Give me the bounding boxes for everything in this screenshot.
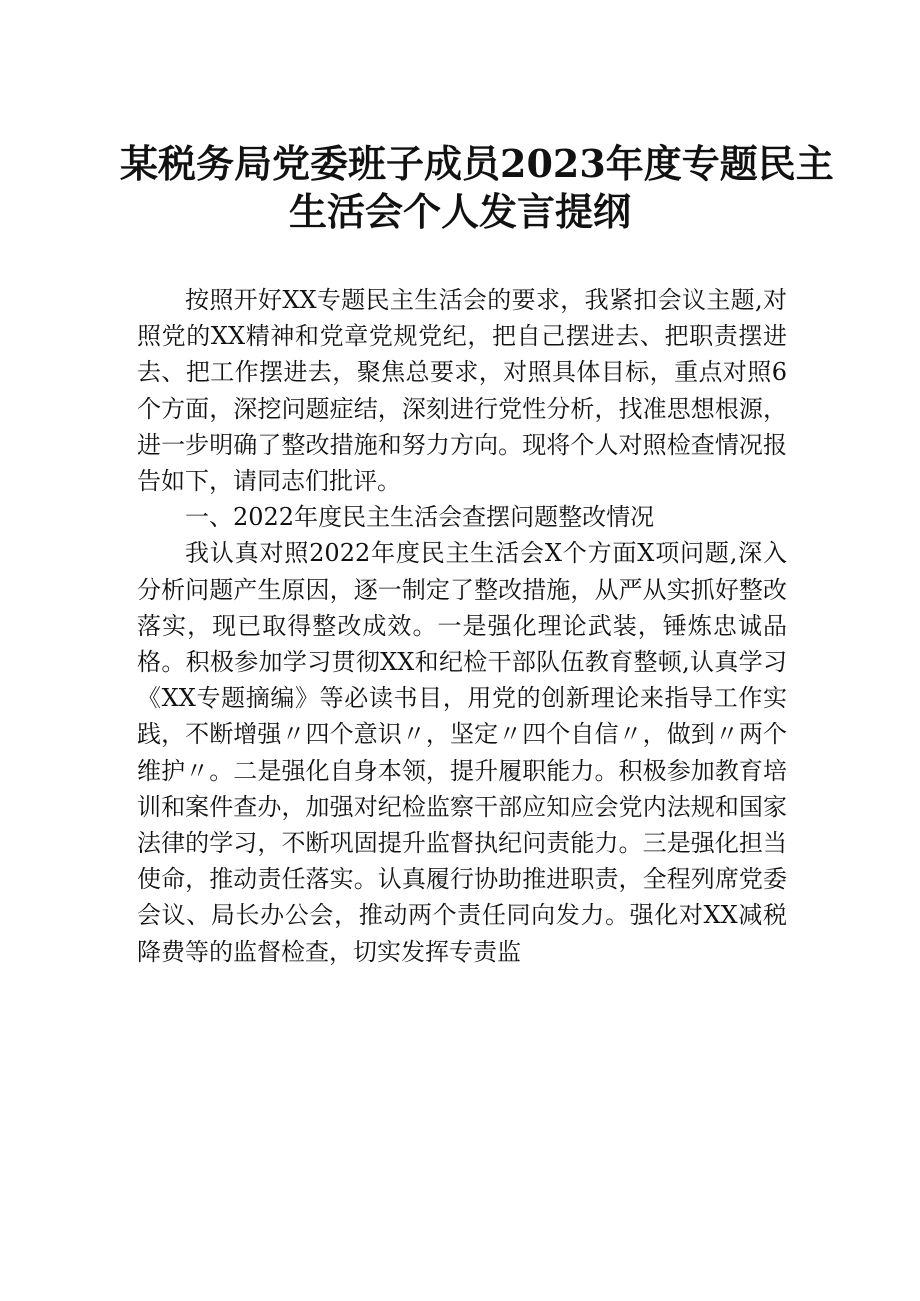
document-body <box>137 282 787 970</box>
section-1-paragraph: 我认真对照2022年度民主生活会X个方面X项问题,深入分析问题产生原因，逐一制定了整改措施，从严从实抓好整改落实，现已取得整改成效。一是强化理论武装，锤炼忠诚品格。积极参加学习贯彻XX和纪检干部队伍教育整顿,认真学习《XX专题摘编》等必读书目，用党的创新理论来指导工作实践，不断增强〃四个意识〃，坚定〃四个自信〃，做到〃两个维护〃。二是强化自身本领，提升履职能力。积极参加教育培训和案件查办，加强对纪检监察干部应知应会党内法规和国家法律的学习，不断巩固提升监督执纪问责能力。三是强化担当使命，推动责任落实。认真履行协助推进职责，全程列席党委会议、局长办公会，推动两个责任同向发力。强化对XX减税降费等的监督检查，切实发挥专责监 <box>137 539 787 966</box>
document-title-line-2: 生活会个人发言提纲 <box>288 189 631 234</box>
intro-paragraph: 按照开好XX专题民主生活会的要求，我紧扣会议主题,对照党的XX精神和党章党规党纪，把自己摆进去、把职责摆进去、把工作摆进去，聚焦总要求，对照具体目标，重点对照6个方面，深挖问题症结，深刻进行党性分析，找准思想根源，进一步明确了整改措施和努力方向。现将个人对照检查情况报告如下，请同志们批评。 <box>137 286 787 496</box>
section-heading-1: 一、2022年度民主生活会查摆问题整改情况 <box>185 503 655 532</box>
document-title-line-1: 某税务局党委班子成员2023年度专题民主 <box>120 141 834 186</box>
